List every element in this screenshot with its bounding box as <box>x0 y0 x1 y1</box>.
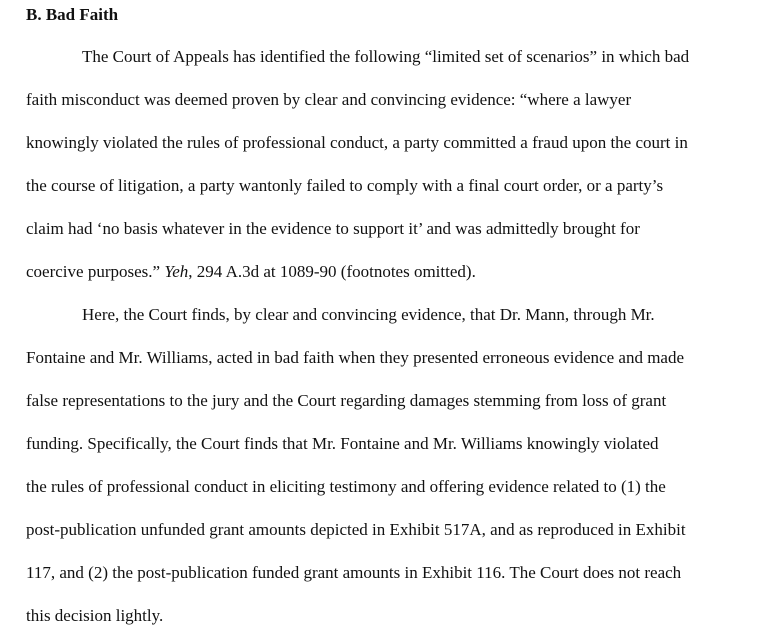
paragraph-line: Fontaine and Mr. Williams, acted in bad faith when they presented erroneous evidence and made <box>26 348 685 367</box>
paragraph-line <box>26 261 476 283</box>
paragraph-line: the rules of professional conduct in eliciting testimony and offering evidence related to (1) the <box>26 477 666 496</box>
paragraph-line: this decision lightly. <box>26 606 164 625</box>
paragraph-line: claim had ‘no basis whatever in the evidence to support it’ and was admittedly brought for <box>26 219 640 238</box>
paragraph-line: faith misconduct was deemed proven by clear and convincing evidence: “where a lawyer <box>26 90 632 109</box>
paragraph-line: funding. Specifically, the Court finds that Mr. Fontaine and Mr. Williams knowingly violated <box>26 434 659 453</box>
paragraph-line: The Court of Appeals has identified the following “limited set of scenarios” in which bad <box>82 47 690 66</box>
paragraph-line: post-publication unfunded grant amounts depicted in Exhibit 517A, and as reproduced in Exhibit <box>26 520 686 539</box>
paragraph-line: false representations to the jury and the Court regarding damages stemming from loss of grant <box>26 391 667 410</box>
case-citation-name: Yeh <box>164 262 189 281</box>
paragraph-line: knowingly violated the rules of professional conduct, a party committed a fraud upon the court in <box>26 133 688 152</box>
paragraph-line: Here, the Court finds, by clear and convincing evidence, that Dr. Mann, through Mr. <box>82 305 655 324</box>
paragraph-line: 117, and (2) the post-publication funded grant amounts in Exhibit 116. The Court does not reach <box>26 563 682 582</box>
paragraph-line: the course of litigation, a party wantonly failed to comply with a final court order, or a party’s <box>26 176 664 195</box>
text-segment: coercive purposes.” <box>26 262 165 281</box>
text-segment: , 294 A.3d at 1089-90 (footnotes omitted). <box>188 262 476 281</box>
section-heading: B. Bad Faith <box>26 5 119 24</box>
